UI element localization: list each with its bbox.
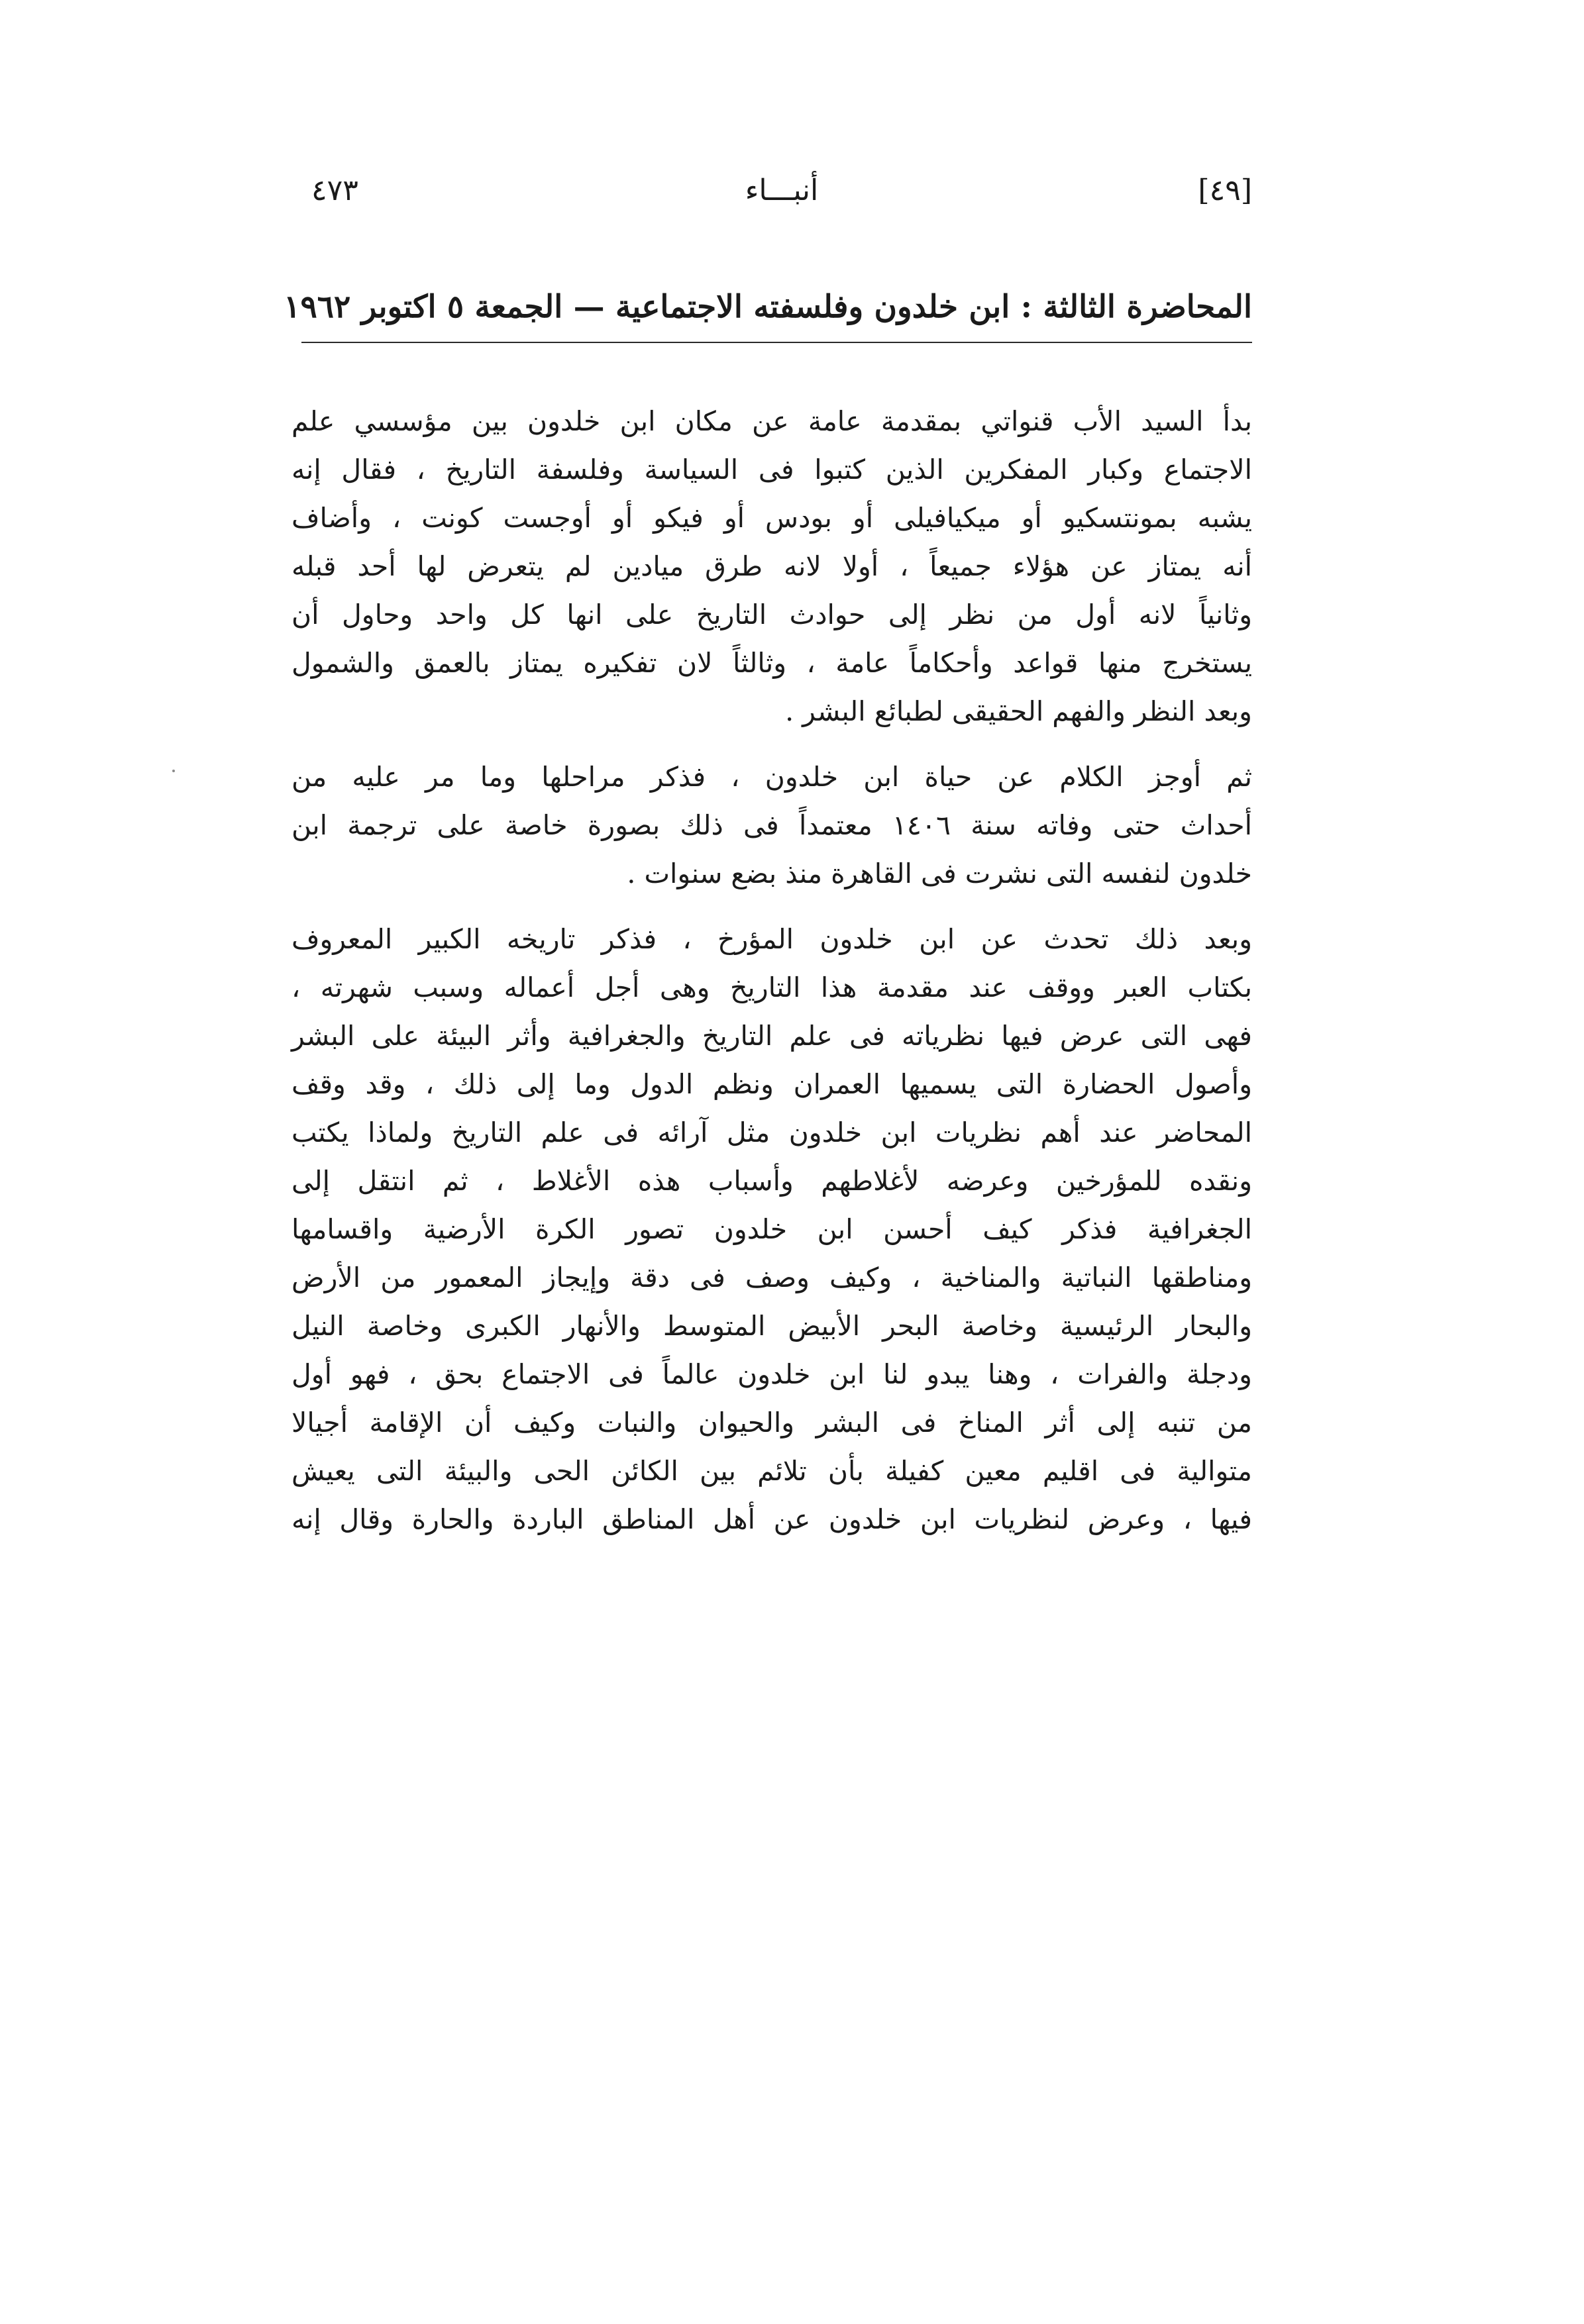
text-line: المحاضر عند أهم نظريات ابن خلدون مثل آرائه فى علم التاريخ ولماذا يكتب [291,1117,1252,1148]
text-line: الجغرافية فذكر كيف أحسن ابن خلدون تصور الكرة الأرضية واقسامها [291,1213,1252,1245]
text-line: وبعد النظر والفهم الحقيقى لطبائع البشر . [785,695,1252,727]
text-line: خلدون لنفسه التى نشرت فى القاهرة منذ بضع سنوات . [627,858,1252,889]
lecture-title: المحاضرة الثالثة : ابن خلدون وفلسفته الاجتماعية — الجمعة ٥ اكتوبر ١٩٦٢ [284,289,1252,325]
text-line: من تنبه إلى أثر المناخ فى البشر والحيوان والنبات وكيف أن الإقامة أجيالا [291,1407,1252,1439]
text-line: فهى التى عرض فيها نظرياته فى علم التاريخ والجغرافية وأثر البيئة على البشر [291,1020,1252,1052]
text-line: ثم أوجز الكلام عن حياة ابن خلدون ، فذكر مراحلها وما مر عليه من [291,761,1252,793]
text-line: أحداث حتى وفاته سنة ١٤٠٦ معتمداً فى ذلك بصورة خاصة على ترجمة ابن [291,809,1252,841]
text-line: ودجلة والفرات ، وهنا يبدو لنا ابن خلدون عالماً فى الاجتماع بحق ، فهو أول [291,1358,1252,1390]
paragraph-historian [291,915,1252,1544]
running-head [311,174,1252,220]
journal-name: أنبـــاء [745,174,819,207]
margin-speck [172,770,175,772]
text-line: وأصول الحضارة التى يسميها العمران ونظم الدول وما إلى ذلك ، وقد وقف [291,1068,1252,1100]
paragraph-intro [291,397,1252,736]
page-number: ٤٧٣ [311,174,358,207]
text-line: والبحار الرئيسية وخاصة البحر الأبيض المتوسط والأنهار الكبرى وخاصة النيل [291,1310,1252,1342]
text-line: الاجتماع وكبار المفكرين الذين كتبوا فى السياسة وفلسفة التاريخ ، فقال إنه [291,454,1252,485]
text-line: يستخرج منها قواعد وأحكاماً عامة ، وثالثاً لان تفكيره يمتاز بالعمق والشمول [291,647,1252,679]
body-text [291,397,1252,1561]
text-line: ومناطقها النباتية والمناخية ، وكيف وصف فى دقة وإيجاز المعمور من الأرض [291,1262,1252,1293]
text-line: وبعد ذلك تحدث عن ابن خلدون المؤرخ ، فذكر تاريخه الكبير المعروف [291,923,1252,955]
text-line: متوالية فى اقليم معين كفيلة بأن تلائم بين الكائن الحى والبيئة التى يعيش [291,1455,1252,1487]
text-line: ونقده للمؤرخين وعرضه لأغلاطهم وأسباب هذه الأغلاط ، ثم انتقل إلى [291,1165,1252,1197]
issue-number: [٤٩] [1198,174,1252,207]
text-line: بدأ السيد الأب قنواتي بمقدمة عامة عن مكان ابن خلدون بين مؤسسي علم [291,405,1252,437]
text-line: أنه يمتاز عن هؤلاء جميعاً ، أولا لانه طرق ميادين لم يتعرض لها أحد قبله [291,550,1252,582]
text-line: يشبه بمونتسكيو أو ميكيافيلى أو بودس أو فيكو أو أوجست كونت ، وأضاف [291,502,1252,534]
text-line: وثانياً لانه أول من نظر إلى حوادث التاريخ على انها كل واحد وحاول أن [291,599,1252,631]
paragraph-biography [291,753,1252,898]
text-line: بكتاب العبر ووقف عند مقدمة هذا التاريخ وهى أجل أعماله وسبب شهرته ، [291,972,1252,1003]
text-line: فيها ، وعرض لنظريات ابن خلدون عن أهل المناطق الباردة والحارة وقال إنه [291,1503,1252,1535]
title-underline [301,342,1252,343]
